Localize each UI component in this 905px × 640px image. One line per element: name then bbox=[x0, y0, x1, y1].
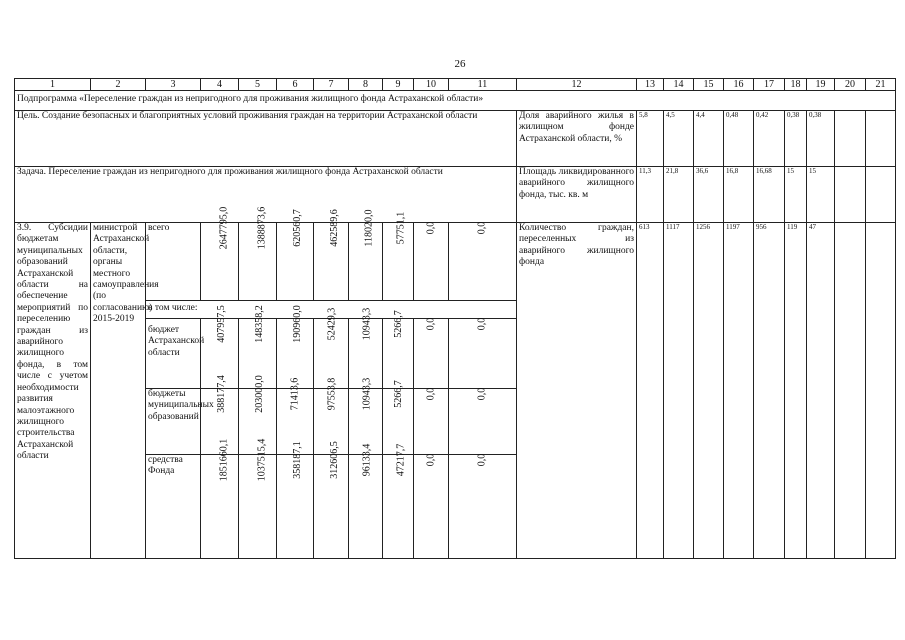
amount-cell: 0,0 bbox=[414, 455, 449, 559]
header-cell: 3 bbox=[146, 79, 201, 91]
amount-cell: 190960,0 bbox=[277, 319, 314, 389]
header-cell: 5 bbox=[239, 79, 277, 91]
amount-cell: 52429,3 bbox=[314, 319, 349, 389]
task-value: 11,3 bbox=[637, 167, 664, 223]
amount-cell: 0,0 bbox=[414, 223, 449, 301]
program-table bbox=[14, 78, 896, 559]
header-cell: 14 bbox=[664, 79, 694, 91]
measure-executor: министрой Астраханской области, органы местного самоуправления (по согласованию) 2015-2019 bbox=[91, 223, 146, 559]
goal-value: 0,48 bbox=[724, 111, 754, 167]
amount-cell: 407957,5 bbox=[201, 319, 239, 389]
row-label: всего bbox=[146, 223, 201, 301]
header-cell: 8 bbox=[349, 79, 383, 91]
amount-cell: 0,0 bbox=[449, 319, 517, 389]
amount-cell: 5266,7 bbox=[383, 319, 414, 389]
header-cell: 19 bbox=[807, 79, 835, 91]
amount-cell: 0,0 bbox=[449, 455, 517, 559]
measure-value: 1256 bbox=[694, 223, 724, 559]
header-cell: 7 bbox=[314, 79, 349, 91]
amount-cell: 0,0 bbox=[449, 223, 517, 301]
measure-indicator: Количество граждан, переселенных из аварийного жилищного фонда bbox=[517, 223, 637, 559]
amount-cell: 312606,5 bbox=[314, 455, 349, 559]
amount-cell: 462589,6 bbox=[314, 223, 349, 301]
task-value: 21,8 bbox=[664, 167, 694, 223]
page-number: 26 bbox=[454, 58, 466, 70]
amount-cell: 1037515,4 bbox=[239, 455, 277, 559]
amount-cell: 118020,0 bbox=[349, 223, 383, 301]
task-value: 16,8 bbox=[724, 167, 754, 223]
goal-indicator: Доля аварийного жилья в жилищном фонде Астраханской области, % bbox=[517, 111, 637, 167]
amount-cell: 96133,4 bbox=[349, 455, 383, 559]
goal-value: 5,8 bbox=[637, 111, 664, 167]
goal-value: 0,38 bbox=[785, 111, 807, 167]
goal-value: 4,5 bbox=[664, 111, 694, 167]
row-label: средства Фонда bbox=[146, 455, 201, 559]
measure-value: 1197 bbox=[724, 223, 754, 559]
amount-cell: 2647795,0 bbox=[201, 223, 239, 301]
amount-cell: 47217,7 bbox=[383, 455, 414, 559]
measure-value: 956 bbox=[754, 223, 785, 559]
header-cell: 16 bbox=[724, 79, 754, 91]
header-cell: 20 bbox=[835, 79, 866, 91]
header-row bbox=[15, 79, 896, 91]
measure-value: 1117 bbox=[664, 223, 694, 559]
amount-cell: 71413,6 bbox=[277, 389, 314, 455]
goal-text: Цель. Создание безопасных и благоприятных условий проживания граждан на территории Астраханской области bbox=[15, 111, 517, 167]
measure-value-empty bbox=[835, 223, 866, 559]
header-cell: 21 bbox=[866, 79, 896, 91]
amount-cell: 97553,8 bbox=[314, 389, 349, 455]
header-cell: 6 bbox=[277, 79, 314, 91]
amount-cell: 148358,2 bbox=[239, 319, 277, 389]
subprogram-row bbox=[15, 91, 896, 111]
goal-value: 0,42 bbox=[754, 111, 785, 167]
header-cell: 13 bbox=[637, 79, 664, 91]
amount-cell: 5266,7 bbox=[383, 389, 414, 455]
header-cell: 4 bbox=[201, 79, 239, 91]
amount-cell: 0,0 bbox=[414, 389, 449, 455]
header-cell: 11 bbox=[449, 79, 517, 91]
amount-cell: 203000,0 bbox=[239, 389, 277, 455]
amount-cell: 358187,1 bbox=[277, 455, 314, 559]
task-value: 16,68 bbox=[754, 167, 785, 223]
measure-row-total bbox=[15, 223, 896, 301]
goal-value: 4,4 bbox=[694, 111, 724, 167]
goal-value-empty bbox=[866, 111, 896, 167]
amount-cell: 57751,1 bbox=[383, 223, 414, 301]
header-cell: 15 bbox=[694, 79, 724, 91]
amount-cell: 1851660,1 bbox=[201, 455, 239, 559]
header-cell: 2 bbox=[91, 79, 146, 91]
header-cell: 9 bbox=[383, 79, 414, 91]
task-value: 15 bbox=[785, 167, 807, 223]
measure-value: 613 bbox=[637, 223, 664, 559]
amount-cell: 620560,7 bbox=[277, 223, 314, 301]
task-value-empty bbox=[866, 167, 896, 223]
task-value-empty bbox=[835, 167, 866, 223]
measure-value-empty bbox=[866, 223, 896, 559]
header-cell: 12 bbox=[517, 79, 637, 91]
header-cell: 10 bbox=[414, 79, 449, 91]
task-indicator: Площадь ликвидированного аварийного жилищного фонда, тыс. кв. м bbox=[517, 167, 637, 223]
header-cell: 1 bbox=[15, 79, 91, 91]
measure-title: 3.9. Субсидии бюджетам муниципальных образований Астраханской области на обеспечение мероприятий по переселению граждан из аварийного жилищного фонда, в том числе с учетом необходимости развития малоэтажного жилищного строительства Астраханской области bbox=[15, 223, 91, 559]
amount-cell: 1388873,6 bbox=[239, 223, 277, 301]
row-label: бюджет Астраханской области bbox=[146, 319, 201, 389]
amount-cell: 0,0 bbox=[414, 319, 449, 389]
task-text: Задача. Переселение граждан из непригодного для проживания жилищного фонда Астраханской области bbox=[15, 167, 517, 223]
task-value: 15 bbox=[807, 167, 835, 223]
subprogram-title: Подпрограмма «Переселение граждан из непригодного для проживания жилищного фонда Астраханской области» bbox=[15, 91, 896, 111]
measure-value: 119 bbox=[785, 223, 807, 559]
task-row bbox=[15, 167, 896, 223]
amount-cell: 10943,3 bbox=[349, 389, 383, 455]
header-cell: 17 bbox=[754, 79, 785, 91]
amount-cell: 10943,3 bbox=[349, 319, 383, 389]
goal-row bbox=[15, 111, 896, 167]
including-label: в том числе: bbox=[146, 301, 517, 319]
header-cell: 18 bbox=[785, 79, 807, 91]
amount-cell: 0,0 bbox=[449, 389, 517, 455]
measure-value: 47 bbox=[807, 223, 835, 559]
goal-value-empty bbox=[835, 111, 866, 167]
task-value: 36,6 bbox=[694, 167, 724, 223]
goal-value: 0,38 bbox=[807, 111, 835, 167]
row-label: бюджеты муниципальных образований bbox=[146, 389, 201, 455]
amount-cell: 388177,4 bbox=[201, 389, 239, 455]
